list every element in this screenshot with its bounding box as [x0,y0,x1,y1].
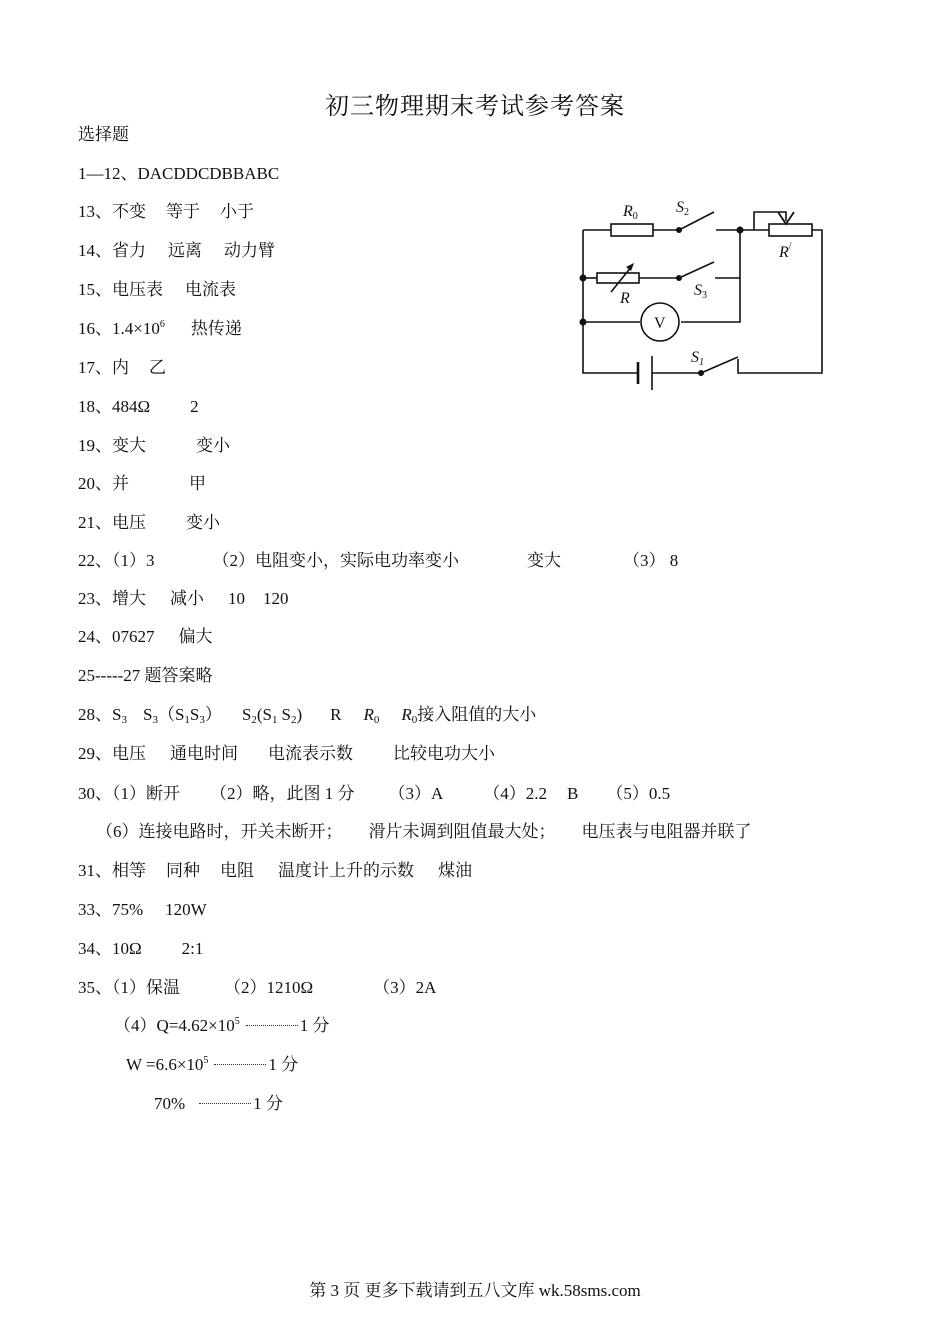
answer-30-6: （6）连接电路时，开关未断开； 滑片未调到阻值最大处； 电压表与电阻器并联了 [96,822,752,841]
label-r: R [620,290,630,307]
answer-17: 17、内 乙 [78,358,166,377]
answer-35: 35、（1）保温 （2）1210Ω （3）2A [78,978,437,997]
label-r0: R0 [623,203,638,222]
answer-23: 23、增大 减小 10 120 [78,589,289,608]
dotted-leader [246,1025,298,1026]
answer-29: 29、电压 通电时间 电流表示数 比较电功大小 [78,744,495,763]
answer-14: 14、省力 远离 动力臂 [78,241,275,260]
answer-35-eff: 70% 1 分 [154,1094,283,1113]
answer-25-27: 25-----27 题答案略 [78,666,213,685]
label-s2: S2 [676,199,689,218]
voltmeter-label: V [654,315,666,332]
answer-28: 28、$S_3$ $S_3(S_1S_3)$ $S_2(S_1$ $S_2$) R $R_0$ $R_0$接入阻值的大小 [78,705,537,726]
answer-22: 22、（1）3 （2）电阻变小，实际电功率变小 变大 （3） 8 [78,551,679,570]
answer-18: 18、484Ω 2 [78,397,199,416]
rheostat-r-prime [769,224,812,236]
dotted-leader [214,1064,266,1065]
switch-s3-blade [679,262,714,278]
answer-21: 21、电压 变小 [78,513,220,532]
page-title: 初三物理期末考试参考答案 [325,94,625,120]
answer-33: 33、75% 120W [78,900,207,919]
section-label: 选择题 [78,125,129,144]
label-s1: S1 [691,349,704,368]
label-s3: S3 [694,282,707,301]
answer-35-q: $(4)Q=4.62\times 10^5$ 1 分 [114,1016,330,1035]
variable-arrow-icon [626,263,634,271]
answer-19: 19、变大 变小 [78,436,230,455]
answer-30: 30、（1）断开 （2）略，此图 1 分 （3）A （4）2.2 B （5）0.5 [78,784,671,803]
answer-20: 20、并 甲 [78,474,206,493]
rheostat-r [597,273,639,283]
answer-31: 31、相等 同种 电阻 温度计上升的示数 煤油 [78,861,472,880]
circuit-diagram [0,0,950,420]
switch-s1-blade [701,357,738,373]
answer-1-12: 1—12、DACDDCDBBABC [78,164,280,183]
answer-35-w: $W =6.6\times 10^5$ 1 分 [126,1055,299,1074]
label-r-prime: R/ [779,241,792,261]
resistor-r0 [611,224,653,236]
dotted-leader [199,1103,251,1104]
answer-24: 24、07627 偏大 [78,627,213,646]
answer-16: 16、$1.4\times 10^6$ 热传递 [78,319,242,338]
answer-34: 34、10Ω 2:1 [78,939,204,958]
answer-13: 13、不变 等于 小于 [78,202,254,221]
page-footer: 第 3 页 更多下载请到五八文库 wk.58sms.com [309,1281,641,1300]
answer-15: 15、电压表 电流表 [78,280,236,299]
